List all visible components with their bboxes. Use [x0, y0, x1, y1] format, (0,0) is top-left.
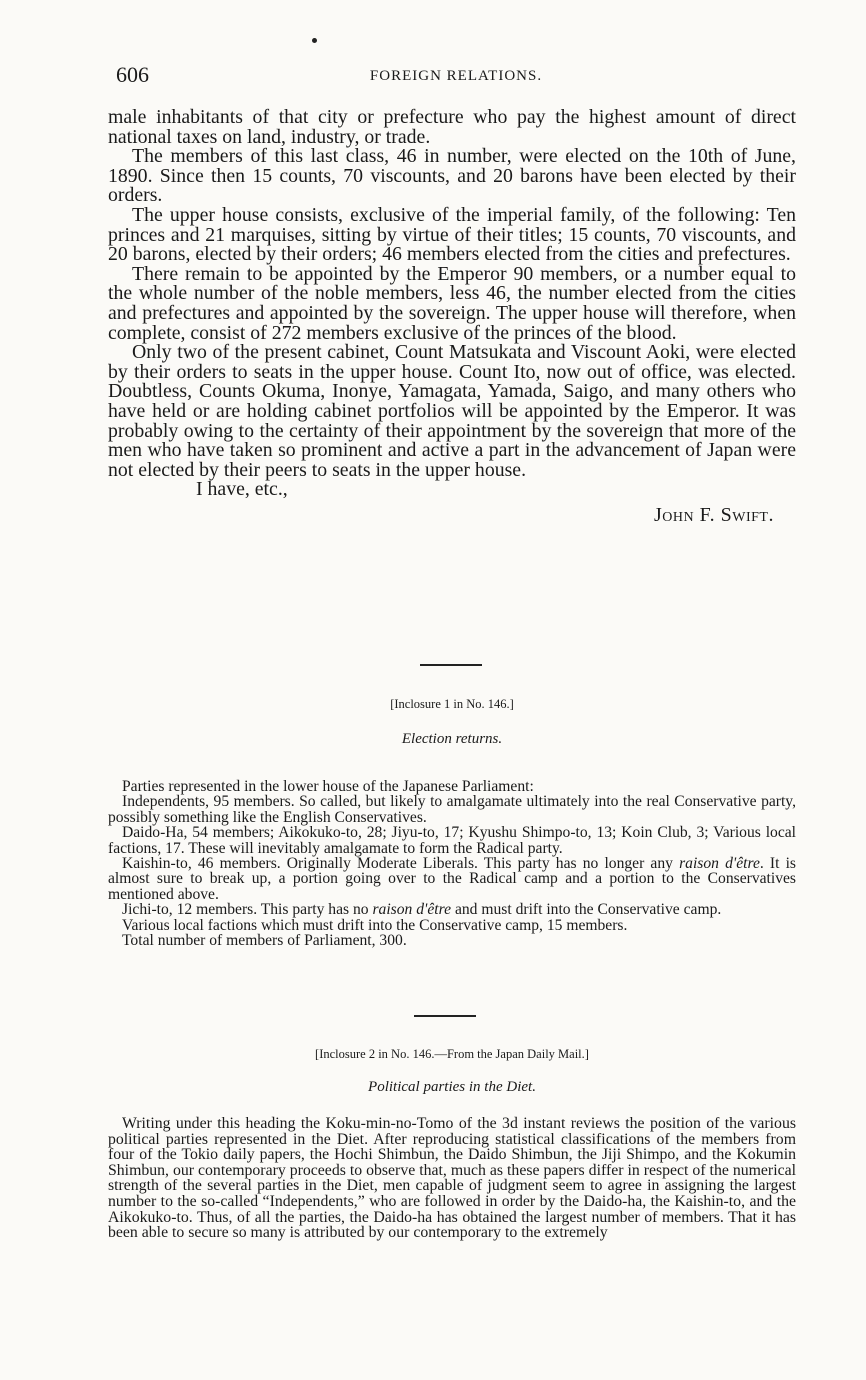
- section-divider: [414, 1015, 476, 1017]
- section-divider: [420, 664, 482, 666]
- letter-paragraph: The members of this last class, 46 in number, were elected on the 10th of June, 1890. Since then 15 counts, 70 viscounts, and 20 barons have been elected by their orders.: [108, 145, 796, 207]
- returns-jichi: [108, 902, 796, 917]
- inclosure1-label: [Inclosure 1 in No. 146.]: [390, 697, 514, 711]
- running-title: FOREIGN RELATIONS.: [369, 68, 543, 84]
- returns-independents: Independents, 95 members. So called, but likely to amalgamate ultimately into the real Conservative party, possibly something like the English Conservatives.: [108, 793, 796, 826]
- returns-daido: Daido-Ha, 54 members; Aikokuko-to, 28; Jiyu-to, 17; Kyushu Shimpo-to, 13; Koin Club, 3; Various local factions, 17. These will inevitably amalgamate to form the Radical party.: [108, 824, 796, 857]
- jichi-text-b: and must drift into the Conservative camp.: [454, 901, 722, 919]
- raison-detre-italic: raison d'être: [679, 855, 760, 873]
- signature: John F. Swift.: [654, 503, 774, 526]
- returns-local: Various local factions which must drift into the Conservative camp, 15 members.: [122, 916, 628, 934]
- letter-paragraph: Only two of the present cabinet, Count Matsukata and Viscount Aoki, were elected by their orders to seats in the upper house. Count Ito, now out of office, was elected. Doubtless, Counts Okuma, Inonye, Yamagata, Yamada, Saigo, and many others who have held or are holding cabinet portfolios will be appointed by the Emperor. It was probably owing to the certainty of their appointment by the sovereign that more of the men who have taken so prominent and active a part in the advancement of Japan were not elected by their peers to seats in the upper house.: [108, 341, 796, 481]
- letter-paragraph: The upper house consists, exclusive of the imperial family, of the following: Ten princes and 21 marquises, sitting by virtue of their titles; 15 counts, 70 viscounts, and 20 barons, elected by their orders; 46 members elected from the cities and prefectures.: [108, 203, 796, 266]
- returns-kaishin: [108, 856, 796, 902]
- returns-intro: Parties represented in the lower house of the Japanese Parliament:: [122, 778, 534, 795]
- kaishin-text-a: Kaishin-to, 46 members. Originally Moderate Liberals. This party has no longer any: [122, 855, 673, 873]
- ink-dot: [312, 38, 317, 43]
- election-returns: [108, 779, 796, 948]
- inclosure2-paragraph: Writing under this heading the Koku-min-no-Tomo of the 3d instant reviews the position of the various political parties represented in the Diet. After reproducing statistical classifications of the members from four of the Tokio daily papers, the Hochi Shimbun, the Daido Shimbun, the Jiji Shimpo, and the Kokumin Shimbun, our contemporary proceeds to observe that, much as these papers differ in respect of the numerical strength of the several parties in the Diet, men capable of judgment seem to agree in assigning the largest number to the so-called “Independents,” who are followed in order by the Daido-ha, the Kaishin-to, and the Aikokuko-to. Thus, of all the parties, the Daido-ha has obtained the largest number of members. That it has been able to secure so many is attributed by our contemporary to the extremely: [108, 1115, 796, 1242]
- inclosure2-title: Political parties in the Diet.: [368, 1079, 536, 1095]
- returns-total: Total number of members of Parliament, 300.: [122, 932, 407, 950]
- letter-body: [108, 108, 796, 525]
- page-header: [116, 62, 796, 92]
- inclosure2-label: [Inclosure 2 in No. 146.—From the Japan Daily Mail.]: [315, 1047, 589, 1061]
- inclosure2-body: [108, 1116, 796, 1241]
- page-number: 606: [116, 62, 149, 87]
- kaishin-text-b: . It is almost sure to break up, a portion going over to the Radical camp and a portion to the Conservatives mentioned above.: [108, 855, 796, 903]
- letter-closing: I have, etc.,: [196, 478, 288, 501]
- letter-paragraph: There remain to be appointed by the Emperor 90 members, or a number equal to the whole number of the noble members, less 46, the number elected from the cities and prefectures and appointed by the sovereign. The upper house will therefore, when complete, consist of 272 members exclusive of the princes of the blood.: [108, 262, 796, 344]
- inclosure1-title: Election returns.: [401, 731, 503, 747]
- jichi-text-a: Jichi-to, 12 members. This party has no: [122, 901, 369, 919]
- raison-detre-italic: raison d'être: [372, 901, 452, 919]
- letter-paragraph: male inhabitants of that city or prefecture who pay the highest amount of direct national taxes on land, industry, or trade.: [108, 106, 796, 148]
